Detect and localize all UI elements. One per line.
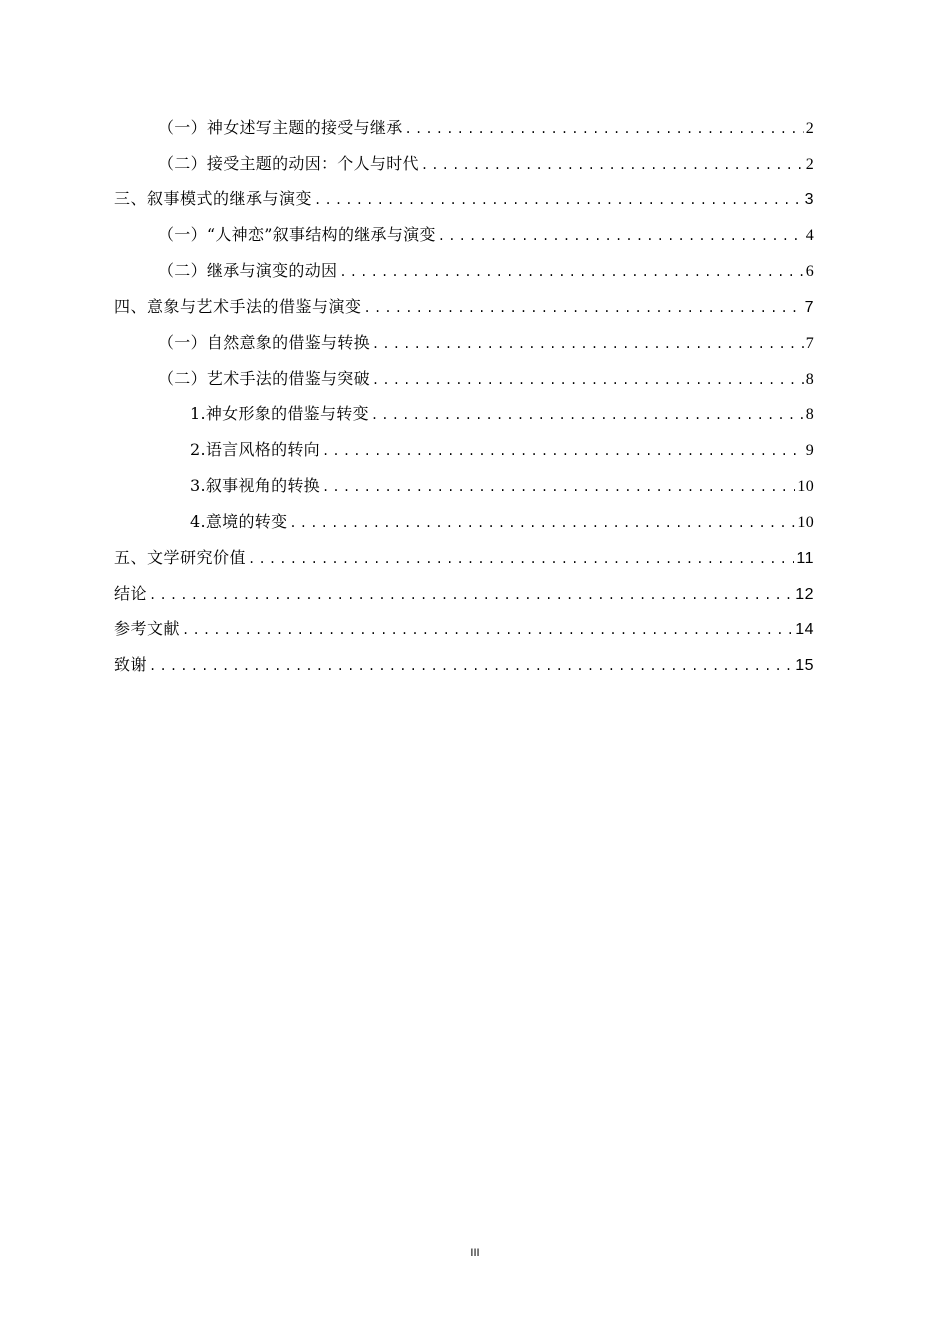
toc-leader-dots bbox=[371, 400, 804, 430]
toc-entry[interactable] bbox=[158, 256, 814, 286]
toc-entry-label: 4.意境的转变 bbox=[190, 512, 288, 531]
toc-entry[interactable] bbox=[158, 113, 814, 143]
toc-entry[interactable] bbox=[114, 292, 814, 322]
toc-leader-dots bbox=[289, 508, 795, 538]
toc-entry[interactable] bbox=[114, 650, 814, 680]
toc-entry-page: 12 bbox=[795, 586, 814, 603]
toc-leader-dots bbox=[339, 257, 803, 287]
toc-leader-dots bbox=[248, 544, 794, 574]
toc-entry-page: 11 bbox=[796, 550, 814, 567]
toc-leader-dots bbox=[372, 329, 804, 359]
toc-entry-page: 4 bbox=[805, 227, 814, 244]
toc-entry-label: （一）自然意象的借鉴与转换 bbox=[158, 333, 370, 352]
toc-leader-dots bbox=[372, 365, 804, 395]
toc-entry-label: （一）神女述写主题的接受与继承 bbox=[158, 118, 403, 137]
toc-leader-dots bbox=[182, 615, 793, 645]
toc-leader-dots bbox=[405, 114, 804, 144]
toc-entry[interactable] bbox=[158, 149, 814, 179]
toc-entry-label: （一）“人神恋”叙事结构的继承与演变 bbox=[158, 225, 436, 244]
toc-entry-page: 7 bbox=[805, 335, 814, 352]
toc-entry[interactable] bbox=[190, 471, 814, 501]
toc-entry[interactable] bbox=[190, 435, 814, 465]
toc-entry-page: 14 bbox=[795, 621, 814, 638]
toc-entry-page: 15 bbox=[795, 657, 814, 674]
toc-leader-dots bbox=[149, 580, 793, 610]
toc-leader-dots bbox=[322, 472, 795, 502]
toc-entry[interactable] bbox=[158, 220, 814, 250]
toc-entry-page: 10 bbox=[797, 478, 814, 495]
toc-entry-page: 7 bbox=[804, 299, 814, 316]
toc-entry[interactable] bbox=[158, 328, 814, 358]
page-number: III bbox=[470, 1247, 480, 1259]
toc-entry-label: 五、文学研究价值 bbox=[114, 548, 247, 567]
toc-entry[interactable] bbox=[114, 579, 814, 609]
toc-entry-page: 10 bbox=[797, 514, 814, 531]
toc-entry[interactable] bbox=[114, 543, 814, 573]
toc-entry-label: 四、意象与艺术手法的借鉴与演变 bbox=[114, 297, 362, 316]
toc-entry-label: 致谢 bbox=[114, 655, 148, 674]
toc-leader-dots bbox=[364, 293, 803, 323]
toc-leader-dots bbox=[438, 221, 804, 251]
toc-entry-label: （二）接受主题的动因：个人与时代 bbox=[158, 154, 419, 173]
toc-leader-dots bbox=[314, 185, 803, 215]
toc-entry-label: 三、叙事模式的继承与演变 bbox=[114, 189, 313, 208]
toc-entry-label: 1.神女形象的借鉴与转变 bbox=[190, 404, 369, 423]
toc-entry[interactable] bbox=[190, 399, 814, 429]
toc-entry-label: 2.语言风格的转向 bbox=[190, 440, 320, 459]
toc-entry-label: （二）继承与演变的动因 bbox=[158, 261, 338, 280]
toc-entry-page: 8 bbox=[805, 371, 814, 388]
toc-entry-page: 3 bbox=[804, 191, 814, 208]
toc-leader-dots bbox=[149, 651, 793, 681]
toc-entry-page: 6 bbox=[805, 263, 814, 280]
toc-entry-label: 3.叙事视角的转换 bbox=[190, 476, 320, 495]
toc-entry[interactable] bbox=[114, 184, 814, 214]
toc-entry[interactable] bbox=[114, 614, 814, 644]
toc-leader-dots bbox=[421, 150, 804, 180]
toc-entry-page: 2 bbox=[805, 156, 814, 173]
toc-entry[interactable] bbox=[158, 364, 814, 394]
toc-entry-label: 结论 bbox=[114, 584, 148, 603]
toc-entry-page: 8 bbox=[805, 406, 814, 423]
toc-entry-page: 2 bbox=[805, 120, 814, 137]
toc-entry-page: 9 bbox=[805, 442, 814, 459]
toc-leader-dots bbox=[322, 436, 804, 466]
toc-entry-label: （二）艺术手法的借鉴与突破 bbox=[158, 369, 370, 388]
toc-entry[interactable] bbox=[190, 507, 814, 537]
toc-entry-label: 参考文献 bbox=[114, 619, 181, 638]
